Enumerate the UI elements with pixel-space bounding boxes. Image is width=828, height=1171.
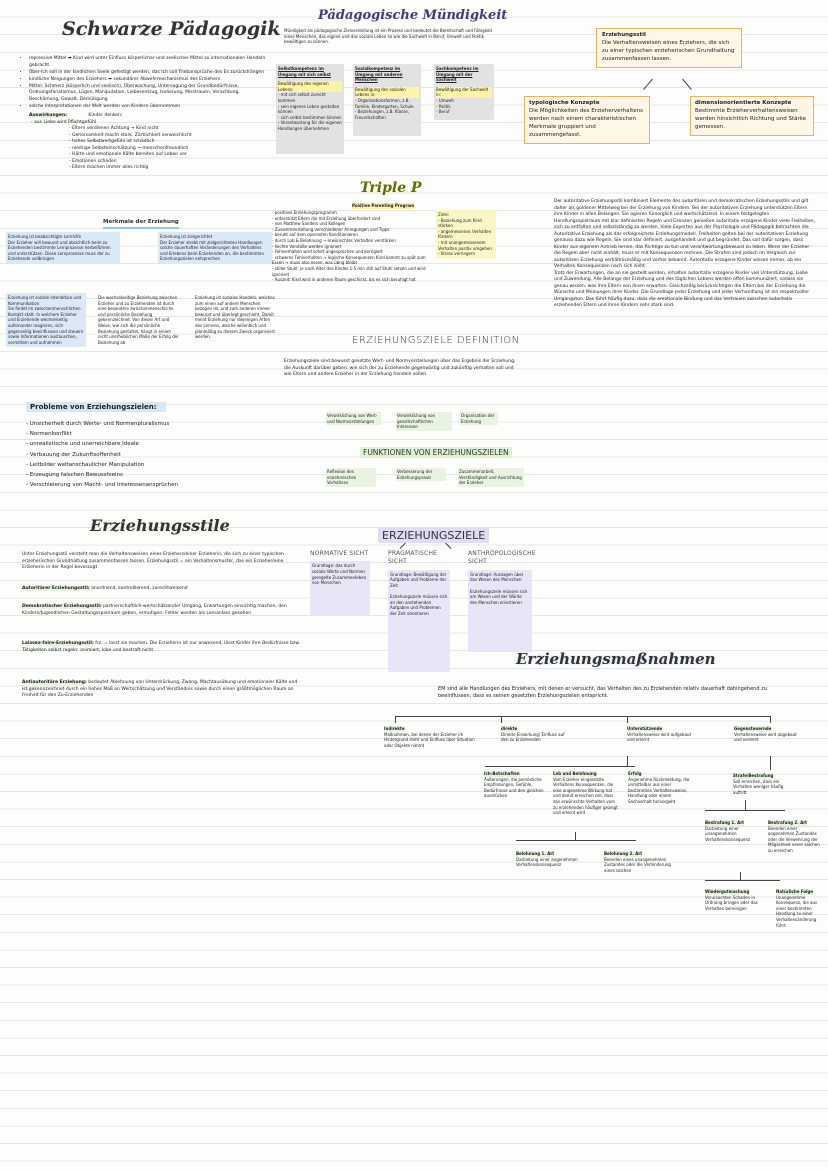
merkmal-box-2: Erziehung ist zielgerichtet Der Erzieher strebt mit zielgerichteten Handlungen solche dauerhaften Veränderungen des Verhaltens und Erlebens beim Erziehenden an, die bestimmten Erziehungszielen entsprechen [158, 232, 272, 264]
strafe-bestrafung [733, 773, 795, 795]
node-text: Darbietung einer unangenehmen Verhaltenskonsequenz [705, 825, 751, 842]
kompetenz-selbst [276, 64, 344, 154]
tree-line [705, 810, 785, 811]
probleme-list [26, 419, 266, 490]
node-text: Angenehme Rückmeldung, die unmittelbar aus einer bestimmten Verhaltensweise, Handlung oder einem Sachverhalt hervorgeht [628, 776, 690, 804]
kompetenz-text: - Organisationsformen, z.B. Familie, Kindergarten, Schule - Beziehungen, z.B. Klasse, Freundschaften [355, 97, 414, 120]
list-item: - hohes Selbstwertgefühl ist schädlich [69, 139, 155, 145]
kompetenz-title: Sachkompetenz im Umgang mit der Sachwelt [436, 66, 479, 83]
tree-line [740, 872, 741, 880]
dimensionorientierte-konzepte-box [690, 96, 814, 136]
list-item: - Härte und emotionale Kälte bereiten auf Leben vor [69, 152, 187, 158]
node-title: Strafe/Bestrafung [733, 773, 774, 778]
tree-line [627, 716, 628, 723]
funktion-top-1: Verwirklichung von Wert- und Normvorstellungen [326, 412, 381, 425]
auswirkungen-sub: - aus Liebe wird Pflichtgefühl [31, 119, 97, 125]
node-text: Darbietung einer angenehmen Verhaltenskonsequenz [516, 856, 578, 868]
node-title: Belohnung 2. Art [604, 851, 643, 856]
auswirkungen [22, 113, 267, 172]
list-item: - Emotionen schaden [69, 158, 117, 164]
auswirkungen-label: Auswirkungen: [29, 113, 67, 119]
node-title: direkte [501, 726, 518, 731]
stil-autoritaer [22, 586, 304, 593]
bestrafung-2-art [768, 820, 820, 854]
tree-line [770, 716, 771, 723]
box-text: Die Möglichkeiten des Erzieherverhaltens werden nach einem charakteristischen Merkmale gruppiert und zusammengefasst. [529, 107, 643, 138]
schwarz-section [22, 56, 267, 172]
funktion-bottom-2: Verbesserung der Erziehungspraxis [396, 468, 446, 481]
tree-line [395, 716, 770, 717]
stil-antiautoritaer [22, 680, 304, 700]
merkmal-box-4: Die wechselseitige Beziehung zwischen Erzieher und zu Erziehenden ist durch eine besondere zwischenmenschliche und persönliche Beziehung gekennzeichnet. Von dieser Art und Weise, wie sich die persönliche Beziehung gestaltet, hängt in einem nicht unerheblichen Maße der Erfolg der Beziehung ab [98, 295, 179, 345]
tree-line [516, 840, 636, 841]
stil-label: Autoritärer Erziehungsstil: [22, 586, 90, 591]
list-item: - durch Lob & Belohnung → erwünschtes Verhalten verstärken [272, 237, 396, 243]
triple-p-title: Triple P [360, 180, 422, 196]
massnahme-indirekt [384, 726, 476, 748]
node-text: Beenden eines unangenehmen Zustandes oder die Verhinderung eines solchen [604, 856, 671, 873]
list-item: - Eltern machen immer alles richtig [69, 165, 149, 171]
sicht-head: NORMATIVE SICHT [310, 550, 369, 557]
tree-line [395, 716, 396, 723]
sicht-text: Grundlage: Bewältigung der Aufgaben und Probleme der Zeit Erziehungsziele müssen sich an den anstehenden Aufgaben und Problemen der Zeit orientieren [388, 570, 450, 672]
funktion-top-3: Organisation der Erziehung [460, 412, 498, 425]
connector [682, 79, 692, 90]
tree-line [485, 766, 635, 767]
autoritativ-text: Der autoritative Erziehungsstil kombiniert Elemente des autoritären und demokratischen Erziehungsstils und gilt daher als goldener Mittelweg bei der Erziehung von Kindern. Bei der autoritativen Erziehung unterstützen Eltern ihre Kinder in allen Belangen. Sie agieren fürsorglich und wertschätzend. In einem festgelegten Handlungsspielraum mit klar definierten Regeln und Grenzen genießen autoritativ erzogene Kinder viele Freiheiten, sich zu entfalten und selbstständig zu werden. Viele Experten aus der Psychologie und Pädagogik betrachten die Autoritative Erziehung als das erfolgreichste Erziehungsmodell. Freiheiten gelten bei der autoritativen Erziehung genauso dazu wie Regeln. Sie sind klar definiert, ausgehandelt und gut begründet. Das soll dafür sorgen, dass Kinder aus eigenem Antrieb lernen, das Richtige zu tun und verantwortungsbewusst zu leben. Wenn der Erzieher die Regeln aber nicht einhält, muss er mit Konsequenzen rechnen. Die Strafen sind jedoch im Vergleich zur autoritären Erziehung verhältnismäßig und vorher bekannt. Autoritativ erzogene Kinder wissen immer, ob ein Verhalten Konsequenzen nach sich zieht. Trotz der Erwartungen, die an sie gestellt werden, erhalten autoritativ erzogene Kinder viel Unterstützung, Liebe und Zuwendung. Alle Belange der Erziehung und des täglichen Lebens werden offen kommuniziert, sodass sie genau wissen, was ihre Eltern von ihnen erwarten. Gleichzeitig berücksichtigen die Eltern bei der Erziehung die Wünsche und Meinungen ihrer Kinder. Die Grundlage jeder Erziehung und jeder Verhandlung ist ein respektvoller Umgangston. Das führt häufig dazu, dass die emotionale Bindung und das Vertrauen zwischen autoritativ erziehenden Eltern und ihren Kindern sehr stark sind. [554, 199, 816, 309]
list-item: - Zusammenstellung verschiedener Anregungen und Tipps [272, 226, 390, 232]
sicht-anthropologisch [468, 550, 536, 652]
muendigkeit-title: Pädagogische Mündigkeit [318, 8, 508, 23]
ich-botschaften [484, 771, 546, 799]
node-text: Verursachten Schaden in Ordnung bringen oder das Verhalten bereinigen [705, 894, 758, 911]
list-item: - Auszeit: Kind wird in anderen Raum geschickt, bis es sich beruhigt hat [272, 277, 416, 283]
list-item: - beruht auf dem operanten Konditionieren [272, 232, 358, 238]
sicht-head: PRAGMATISCHE SICHT [388, 550, 438, 566]
node-text: Verhaltensweise wird aufgebaut und erlernt [627, 731, 692, 743]
stil-text: bedeutet Ablehnung von Unterdrückung, Zwang, Machtausübung und emotionaler Kälte und ist gekennzeichnet durch ein hohes Maß an Wertschätzung und Verständnis sowie durch einen größtmöglichen Raum an Freiheit für den Zu-Erziehenden [22, 680, 298, 699]
list-item: - Verschleierung von Macht- und Interessenansprüchen [26, 482, 179, 489]
list-item: - Unsicherheit durch Werte- und Normenpluralismus [26, 421, 170, 427]
kompetenz-title: Sozialkompetenz im Umgang mit anderen Menschen [355, 66, 403, 83]
stil-label: Demokratischer Erziehungsstil: [22, 604, 102, 609]
list-item: - positives Erziehungsprogramm [272, 210, 337, 215]
box-title: typologische Konzepte [529, 100, 600, 106]
bestrafung-1-art [705, 820, 761, 842]
connector [399, 543, 405, 549]
node-title: Natürliche Folge [776, 889, 814, 894]
sicht-normativ [310, 550, 370, 615]
node-text: Unangenehme Konsequenz, die aus einer bestimmten Handlung zu einer Verhaltensänderung führt [776, 894, 818, 928]
erziehungsstile-intro: Unter Erziehungsstil versteht man die Verhaltensweisen eines Erziehers/einer Erzieherin, die sich zu einer typischen erzieherischen Grundhaltung zusammenfassen lassen. Erziehungsstil = ein Verhaltensmuster, das ein Erzieher/eine Erzieherin in der Regel bevorzugt [22, 552, 285, 571]
massnahme-unterstuetzend [627, 726, 693, 743]
node-title: Lob und Belohnung [553, 771, 597, 776]
natuerliche-folge [776, 889, 824, 928]
node-text: Soll erreichen, dass ein Verhalten weniger häufig auftritt [733, 778, 784, 795]
list-item: - Eltern verdienen Achtung → Kind nicht [69, 126, 159, 132]
funktion-bottom-3: Zusammenarbeit, Verständigkeit und Ausrichtung der Erzieher [458, 468, 524, 487]
node-title: Unterstützende [627, 726, 663, 731]
kompetenz-highlight: Bewältigung der Sachwelt in: [436, 87, 492, 98]
tree-line [770, 756, 771, 770]
box-text: Bestimmte Erzieherverhaltensweisen werden hinsichtlich Richtung und Stärke gemessen. [695, 107, 807, 130]
massnahme-gegensteuernd [734, 726, 800, 743]
probleme-title: Probleme von Erziehungszielen: [26, 402, 166, 412]
erziehungsstil-box-text: Die Verhaltensweisen eines Erziehers, die sich zu einer typischen erzieherischen Grundhaltung zusammenfassen lassen. [602, 39, 735, 62]
merkmal-box-1: Erziehung ist beabsichtigte Lernhilfe Der Erzieher will bewusst und absichtlich beim zu Erziehenden bestimmte Lernprozesse herbeiführen und unterstützen. Diese Lernprozesse muss der zu Erziehende vollbringen [6, 232, 120, 264]
erziehungsziele-definition-title: ERZIEHUNGSZIELE DEFINITION [352, 335, 520, 346]
kompetenz-text: - mit sich selbst zurecht kommen - sein eigenes Leben gestalten können - sich selbst bestimmen können - Verantwortung für die eigenen Handlungen übernehmen [278, 92, 342, 131]
stil-text: anordnend, kontrollierend, zurechtweisend [91, 586, 188, 591]
stil-demokratisch [22, 604, 304, 617]
wiedergutmachung [705, 889, 767, 911]
node-text: Verhaltensweise wird abgebaut und verlernt [734, 731, 797, 743]
sicht-text: Grundlage: Aussagen über das Wesen des Menschen Erziehungsziele müssen sich am Wesen und der Würde des Menschen orientieren [468, 570, 532, 652]
sicht-pragmatisch [388, 550, 450, 672]
list-item: - niedrige Selbsteinschätzung → menschenfreundlich [69, 145, 189, 151]
typologische-konzepte-box [524, 96, 650, 144]
sicht-text: Grundlage: das durch soziale Werte und Normen geregelte Zusammenleben von Menschen [310, 561, 370, 615]
erziehungsmassnahmen-title: Erziehungsmaßnahmen [516, 650, 716, 668]
list-item: - stiller Stuhl: je nach Alter des Kindes 1-5 min still auf Stuhl setzen und wird ignoriert [272, 265, 426, 277]
node-title: Erfolg [628, 771, 642, 776]
kompetenz-sach [434, 64, 494, 120]
node-text: Vom Erzieher eingesetzte Verhaltens Konsequenzen, die eine angenehme Wirkung hat und damit erreichen soll, dass das erwünschte Verhalten vom zu erziehenden häufiger gezeigt und erlernt wird [553, 776, 618, 816]
list-item: • kindliche Neigungen des Erziehers ➡ sekundärer Abwehrmechanismus des Erziehers [29, 77, 267, 84]
node-title: Belohnung 1. Art [516, 851, 555, 856]
erziehungsstile-title: Erziehungsstile [90, 516, 230, 535]
erziehungsstil-box [596, 28, 742, 68]
tree-line [501, 716, 502, 723]
tree-line [745, 800, 746, 810]
title-schwarze-paedagogik: Schwarze Pädagogik [62, 18, 281, 40]
erziehungsmassnahmen-intro: EM sind alle Handlungen des Erziehers, mit denen er versucht, das Verhalten des zu Erziehenden relativ dauerhaft dahingehend zu beeinflussen, dass es seinen gesetzten Erziehungszielen entspricht. [438, 686, 767, 700]
merkmal-box-3: Erziehung ist soziale Interaktion und Kommunikation Sie findet im zwischenmenschlichen Kontakt statt. In welchem Erzieher und Erziehende wechselseitig aufeinander reagieren, sich gegenseitig beeinflussen und steuern sowie Informationen austauschen, vermitteln und aufnehmen [6, 293, 86, 347]
node-text: Maßnahmen, bei denen der Erzieher im Hintergrund steht und Einfluss über Situation oder Objekte nimmt [384, 731, 475, 748]
list-item: • Über-Ich soll in der kindlichen Seele gefestigt werden, das Ich soll Triebansprüche des Es zurückdrängen [29, 70, 267, 77]
schwarz-list [22, 56, 267, 110]
connector [643, 79, 653, 90]
connector [445, 543, 451, 549]
list-item: - Erzeugung falschen Bewusstseins [26, 472, 123, 479]
list-item: - Fehlverhalten wird sofort angesprochen und korrigiert [272, 249, 383, 255]
massnahme-direkt [501, 726, 567, 743]
node-title: Gegensteuernde [734, 726, 772, 731]
kompetenz-title: Selbstkompetenz im Umgang mit sich selbst [278, 66, 331, 77]
node-title: Bestrafung 1. Art [705, 820, 745, 825]
list-item: - Normenkonflikt [26, 431, 72, 438]
stil-text: frz. = lasst sie machen. Die Erzieherin ist nur anwesend, lässt Kinder ihre Bedürfnisse bzw. Tätigkeiten selbst regeln: animiert, lobe und bestraft nicht [22, 641, 300, 653]
list-item: • repressive Mittel ➡ Kind wird unter Einfluss körperlicher und seelischer Mittel zu internationalen Handeln gebracht [29, 56, 267, 69]
merkmale-title: Merkmale der Erziehung [103, 219, 179, 229]
list-item: • Mittel: Schmerz (körperlich und seelisch), Überwachung, Untersagung der Grundbedürfnisse, Ordnungsfanatismus, Lügen, Manipulation, Liebesentzug, Isolierung, Misstrauen, Verachtung, Beschämung, Gewalt, Demütigung [29, 84, 267, 104]
list-item: - unrealistische und unerreichbare Ideale [26, 441, 139, 448]
triple-p-subtitle: Positive Parenting Program [352, 203, 415, 208]
node-title: Bestrafung 2. Art [768, 820, 808, 825]
list-item: - schweres Fehlverhalten → logische Konsequenzen Kind kommt zu spät zum Essen → muss also essen, was übrig bleibt [272, 254, 426, 266]
belohnung-1-art [516, 851, 594, 868]
tree-line [705, 880, 780, 881]
stil-laissez-faire [22, 641, 304, 654]
erziehungsziele-title: ERZIEHUNGSZIELE [378, 528, 489, 543]
list-item: • solche Interpretationen der Welt werden von Kindern übernommen [29, 104, 267, 111]
erziehungsstil-box-title: Erziehungsstil [602, 32, 646, 38]
tree-line [627, 756, 628, 766]
list-item: - Leitbilder weltanschaulicher Manipulation [26, 461, 145, 468]
stil-text: partnerschaftlich-wertschätzender Umgang, Erwartungen einsichtig machen, den Kindern/Jugendlichen Gestaltungsspielraum geben, ermutigen; Fehler werden als Lernanlass gesehen [22, 604, 287, 616]
list-item: - Verbauung der Zukunftsoffenheit [26, 451, 121, 458]
funktionen-title: FUNKTIONEN VON ERZIEHUNGSZIELEN [360, 447, 512, 458]
node-text: Direkte Einwirkung/ Einfluss auf den zu Erziehenden [501, 731, 565, 743]
node-text: Beenden einer angenehmen Zustandes oder die Verwehrung der Möglichkeit einen solchen zu erreichen [768, 825, 820, 853]
muendigkeit-intro: Mündigkeit als pädagogische Zielvorstellung ist ein Prozess und bedeutet die Bereitschaft und Fähigkeit eines Menschen, das eigene und das soziale Leben so wie die Sachwelt in Beruf, Umwelt und Politik bewältigen zu können. [284, 28, 493, 45]
node-title: Ich-Botschaften [484, 771, 520, 776]
triple-p-list [272, 210, 432, 283]
node-text: Äußerungen, die persönliche Empfindungen, Gefühle, Bedürfnisse und den gleichen ausdrücken [484, 776, 544, 799]
kompetenz-text: - Umwelt - Politik - Beruf [436, 97, 454, 115]
funktion-bottom-1: Reflexion des erzieherischen Verhaltens [326, 468, 376, 487]
kompetenz-highlight: Bewältigung des eigenen Lebens: [278, 81, 342, 92]
auswirkungen-first: Kinder denken: [88, 113, 123, 119]
box-title: dimensionorientierte Konzepte [695, 100, 792, 106]
kompetenz-sozial [353, 64, 421, 136]
list-item: - Gehorsamkeit macht stark, Zärtlichkeit verweichlicht [69, 132, 192, 138]
stil-label: Antiautoritäre Erziehung: [22, 680, 87, 685]
tree-line [575, 832, 576, 840]
erfolg [628, 771, 690, 805]
erziehungsziele-definition-text: Erziehungsziele sind bewusst gesetzte Wert- und Normvorstellungen über das Ergebnis der Erziehung, die Auskunft darüber geben, wie sich der zu Erziehende gegenwärtig und zukünftig verhalten soll und wie Eltern und andere Erzieher in der Erziehung handeln sollen. [284, 359, 516, 378]
kompetenz-highlight: Bewältigung des sozialen Lebens in: [355, 87, 419, 98]
lob-belohnung [553, 771, 619, 816]
merkmal-box-5: Erziehung ist soziales Handeln, welches zum einen auf andere Menschen bezogen ist, und zum anderen immer bewusst und überlegt geschieht. Damit meint Erziehung nur diejenigen Arten des Lernens, welche willentlich und planmäßig zu diesem Zweck organisiert werden. [195, 295, 275, 340]
list-item: - leichte Verstöße werden ignoriert [272, 243, 342, 249]
sicht-head: ANTHROPOLOGISCHE SICHT [468, 550, 536, 566]
list-item: - von Matthew Sanders und Kollegen [272, 221, 346, 227]
funktion-top-2: Verwirklichung von gesellschaftlichen Interessen [396, 412, 452, 431]
list-item: - unterstützt Eltern die mit Erziehung überfordert sind [272, 215, 381, 221]
triple-p-ziele: Ziele: - Beziehung zum Kind stärken - angemessenes Verhalten fördern - mit unangemessenem Verhalten positiv umgehen - Stress verringern [436, 210, 496, 259]
node-title: Indirekte [384, 726, 405, 731]
belohnung-2-art [604, 851, 676, 873]
stil-label: Laissez-faire-Erziehungsstil: [22, 641, 94, 646]
node-title: Wiedergutmachung [705, 889, 750, 894]
